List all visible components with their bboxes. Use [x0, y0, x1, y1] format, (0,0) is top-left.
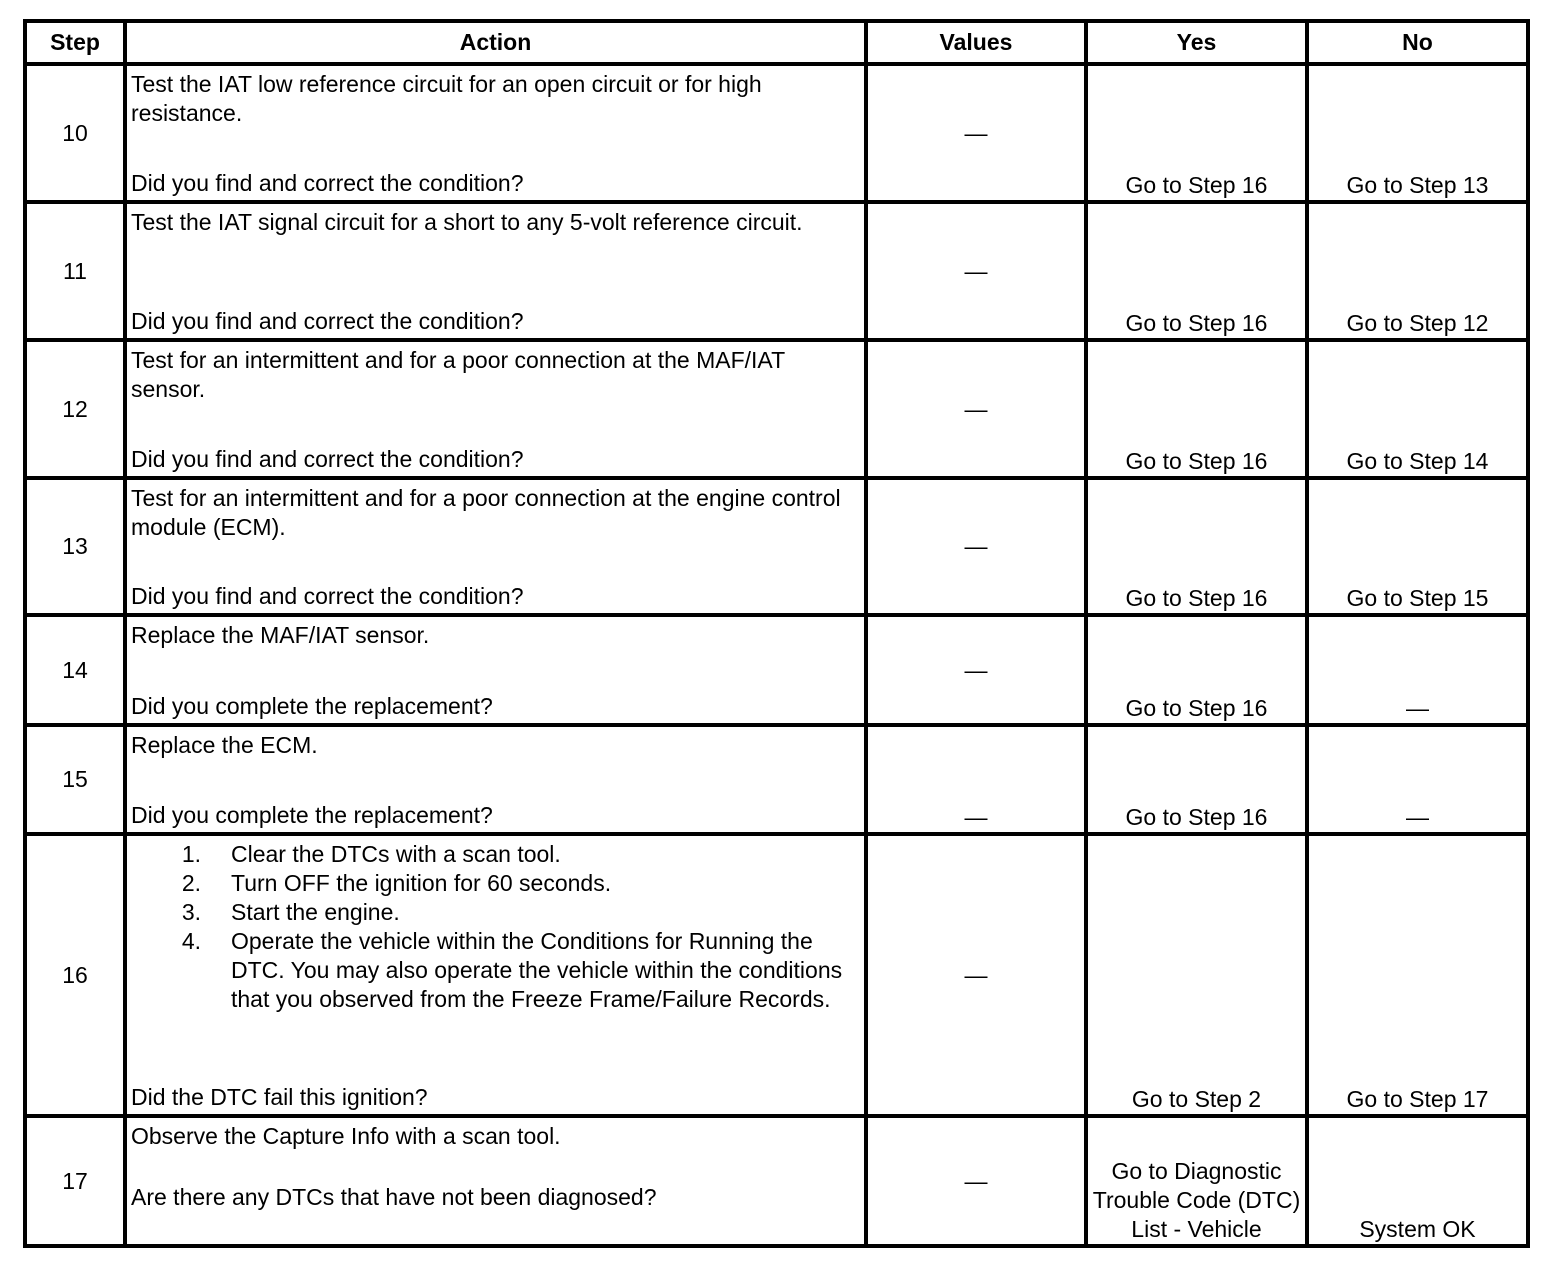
values-cell: —: [866, 834, 1086, 1116]
no-cell: —: [1307, 725, 1528, 834]
table-row-step-10: [25, 64, 1528, 202]
action-text: Replace the MAF/IAT sensor.: [131, 622, 430, 648]
action-question: Are there any DTCs that have not been diagnosed?: [131, 1184, 657, 1210]
step-number: 10: [25, 64, 125, 202]
action-cell: [125, 725, 866, 834]
no-cell: System OK: [1307, 1116, 1528, 1246]
yes-cell: Go to Step 16: [1086, 340, 1307, 478]
list-item-text: Operate the vehicle within the Conditions for Running the DTC. You may also operate the vehicle within the conditions that you observed from the Freeze Frame/Failure Records.: [231, 928, 843, 1012]
header-no: No: [1307, 21, 1528, 64]
yes-cell: Go to Step 16: [1086, 615, 1307, 725]
yes-cell: Go to Step 16: [1086, 725, 1307, 834]
header-action: Action: [125, 21, 866, 64]
no-cell: Go to Step 12: [1307, 202, 1528, 340]
no-cell: Go to Step 14: [1307, 340, 1528, 478]
no-cell: Go to Step 13: [1307, 64, 1528, 202]
yes-cell: Go to Step 16: [1086, 478, 1307, 615]
action-question: Did you find and correct the condition?: [131, 308, 524, 334]
header-yes: Yes: [1086, 21, 1307, 64]
action-question: Did the DTC fail this ignition?: [131, 1084, 428, 1110]
action-cell: [125, 64, 866, 202]
list-item-number: 3.: [181, 899, 201, 925]
action-text: Test the IAT signal circuit for a short to any 5-volt reference circuit.: [131, 209, 803, 235]
table-row-step-16: [25, 834, 1528, 1116]
table-row-step-12: [25, 340, 1528, 478]
table-row-step-17: [25, 1116, 1528, 1246]
list-item: [131, 869, 856, 898]
values-cell: —: [866, 1116, 1086, 1246]
step-number: 14: [25, 615, 125, 725]
list-item-number: 1.: [181, 841, 201, 867]
values-cell: —: [866, 725, 1086, 834]
action-cell: [125, 615, 866, 725]
list-item-number: 2.: [181, 870, 201, 896]
table-row-step-15: [25, 725, 1528, 834]
action-question: Did you complete the replacement?: [131, 802, 493, 828]
values-cell: —: [866, 478, 1086, 615]
action-question: Did you find and correct the condition?: [131, 170, 524, 196]
yes-cell: Go to Step 16: [1086, 64, 1307, 202]
action-question: Did you find and correct the condition?: [131, 583, 524, 609]
table-row-step-13: [25, 478, 1528, 615]
action-text: Observe the Capture Info with a scan tool.: [131, 1123, 561, 1149]
header-row: [25, 21, 1528, 64]
no-cell: —: [1307, 615, 1528, 725]
yes-cell: Go to Step 2: [1086, 834, 1307, 1116]
action-cell: [125, 1116, 866, 1246]
diagnostic-table: [23, 19, 1530, 1248]
list-item: [131, 840, 856, 869]
step-number: 11: [25, 202, 125, 340]
values-cell: —: [866, 340, 1086, 478]
step-number: 16: [25, 834, 125, 1116]
header-values: Values: [866, 21, 1086, 64]
list-item-number: 4.: [181, 928, 201, 954]
table-row-step-11: [25, 202, 1528, 340]
action-question: Did you complete the replacement?: [131, 693, 493, 719]
action-text: Test the IAT low reference circuit for an open circuit or for high resistance.: [131, 71, 762, 126]
values-cell: —: [866, 64, 1086, 202]
yes-cell: Go to Diagnostic Trouble Code (DTC) List - Vehicle: [1086, 1116, 1307, 1246]
no-cell: Go to Step 15: [1307, 478, 1528, 615]
header-step: Step: [25, 21, 125, 64]
action-cell: [125, 478, 866, 615]
list-item-text: Clear the DTCs with a scan tool.: [231, 841, 561, 867]
yes-cell: Go to Step 16: [1086, 202, 1307, 340]
values-cell: —: [866, 615, 1086, 725]
step-number: 17: [25, 1116, 125, 1246]
step-number: 15: [25, 725, 125, 834]
table-row-step-14: [25, 615, 1528, 725]
action-cell: [125, 340, 866, 478]
action-cell: [125, 834, 866, 1116]
list-item: [131, 927, 856, 1014]
step-number: 12: [25, 340, 125, 478]
action-text: Replace the ECM.: [131, 732, 318, 758]
action-text: Test for an intermittent and for a poor connection at the engine control module (ECM).: [131, 485, 841, 540]
step-number: 13: [25, 478, 125, 615]
no-cell: Go to Step 17: [1307, 834, 1528, 1116]
action-cell: [125, 202, 866, 340]
procedure-list: [131, 840, 856, 1014]
list-item: [131, 898, 856, 927]
action-question: Did you find and correct the condition?: [131, 446, 524, 472]
action-text: Test for an intermittent and for a poor connection at the MAF/IAT sensor.: [131, 347, 785, 402]
values-cell: —: [866, 202, 1086, 340]
list-item-text: Turn OFF the ignition for 60 seconds.: [231, 870, 612, 896]
list-item-text: Start the engine.: [231, 899, 400, 925]
